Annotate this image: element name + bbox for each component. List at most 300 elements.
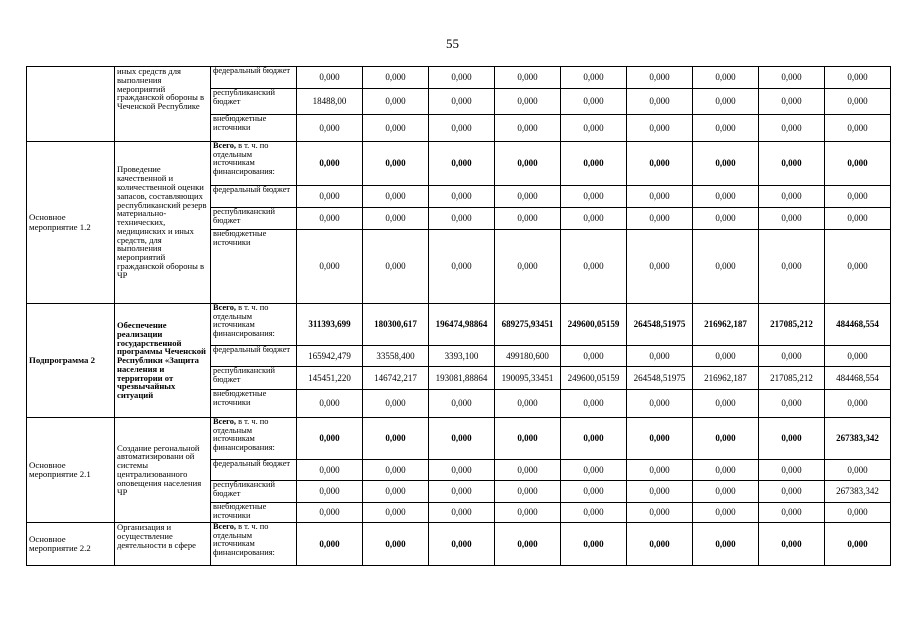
funding-source-republic <box>211 367 297 390</box>
funding-source-extra-text: внебюджетные источники <box>213 114 267 132</box>
value-cell-block0-extra-4-text: 0,000 <box>583 122 604 133</box>
value-cell-block2-extra-8-text: 0,000 <box>847 398 868 408</box>
funding-source-republic-text: республиканский бюджет <box>213 207 275 225</box>
value-cell-block1-total-5 <box>627 142 693 186</box>
value-cell-block1-republic-5 <box>627 208 693 230</box>
value-cell-block0-republic-6 <box>693 89 759 115</box>
value-cell-block4-total-7-text: 0,000 <box>781 538 802 549</box>
value-cell-block0-federal-6-text: 0,000 <box>715 72 736 82</box>
value-cell-block1-extra-0 <box>297 230 363 304</box>
value-cell-block1-federal-1 <box>363 186 429 208</box>
value-cell-block0-federal-5 <box>627 67 693 89</box>
value-cell-block0-federal-0 <box>297 67 363 89</box>
value-cell-block0-republic-7 <box>759 89 825 115</box>
value-cell-block1-extra-7 <box>759 230 825 304</box>
value-cell-block3-federal-7 <box>759 460 825 481</box>
value-cell-block4-total-1-text: 0,000 <box>385 538 406 549</box>
measure-name-block1-text: Проведение качественной и количественной оценки запасов, составляющих республиканский резерв материально-технических, медицинских и иных средств, для выполнения мероприятий гражданской обороны в ЧР <box>117 164 207 280</box>
measure-name-block1 <box>115 142 211 304</box>
value-cell-block1-federal-7 <box>759 186 825 208</box>
value-cell-block3-republic-3-text: 0,000 <box>517 486 538 496</box>
value-cell-block2-republic-8 <box>825 367 891 390</box>
value-cell-block3-extra-1 <box>363 503 429 523</box>
value-cell-block3-total-2 <box>429 418 495 460</box>
value-cell-block3-total-1-text: 0,000 <box>385 433 406 443</box>
value-cell-block1-republic-6 <box>693 208 759 230</box>
value-cell-block2-extra-0 <box>297 390 363 418</box>
row-label-block1-text: Основное мероприятие 1.2 <box>29 212 91 232</box>
value-cell-block1-republic-1 <box>363 208 429 230</box>
value-cell-block0-republic-1 <box>363 89 429 115</box>
value-cell-block1-extra-3 <box>495 230 561 304</box>
value-cell-block1-total-5-text: 0,000 <box>649 158 670 168</box>
value-cell-block0-federal-0-text: 0,000 <box>319 72 340 82</box>
value-cell-block2-federal-6 <box>693 346 759 367</box>
value-cell-block2-federal-6-text: 0,000 <box>715 350 736 361</box>
value-cell-block2-republic-1 <box>363 367 429 390</box>
value-cell-block3-total-0-text: 0,000 <box>319 433 340 443</box>
funding-source-total-rest: в т. ч. по отдельным источникам финансирования: <box>213 417 275 452</box>
value-cell-block0-republic-4 <box>561 89 627 115</box>
value-cell-block3-federal-7-text: 0,000 <box>781 464 802 475</box>
value-cell-block2-total-2-text: 196474,98864 <box>435 319 488 329</box>
value-cell-block2-total-3 <box>495 304 561 346</box>
value-cell-block3-federal-5-text: 0,000 <box>649 464 670 475</box>
page-number: 55 <box>446 36 459 51</box>
value-cell-block3-total-8 <box>825 418 891 460</box>
row-label-block3 <box>27 418 115 523</box>
value-cell-block2-total-1 <box>363 304 429 346</box>
value-cell-block3-total-7 <box>759 418 825 460</box>
measure-name-block0-text: иных средств для выполнения мероприятий гражданской обороны в Чеченской Республике <box>117 66 205 112</box>
value-cell-block3-republic-3 <box>495 481 561 503</box>
value-cell-block2-federal-8-text: 0,000 <box>847 350 868 361</box>
value-cell-block0-federal-6 <box>693 67 759 89</box>
value-cell-block0-republic-3-text: 0,000 <box>517 96 538 106</box>
value-cell-block4-total-4-text: 0,000 <box>583 538 604 549</box>
measure-name-block3 <box>115 418 211 523</box>
value-cell-block3-republic-1 <box>363 481 429 503</box>
value-cell-block2-republic-6-text: 216962,187 <box>704 372 747 383</box>
value-cell-block4-total-1 <box>363 523 429 566</box>
value-cell-block3-republic-6 <box>693 481 759 503</box>
value-cell-block1-extra-6-text: 0,000 <box>715 261 736 271</box>
value-cell-block2-total-4-text: 249600,05159 <box>567 319 620 329</box>
value-cell-block2-extra-0-text: 0,000 <box>319 398 340 408</box>
value-cell-block3-republic-7 <box>759 481 825 503</box>
value-cell-block1-republic-1-text: 0,000 <box>385 213 406 223</box>
value-cell-block3-extra-8 <box>825 503 891 523</box>
value-cell-block1-federal-4 <box>561 186 627 208</box>
funding-source-total <box>211 142 297 186</box>
value-cell-block2-extra-3-text: 0,000 <box>517 398 538 408</box>
value-cell-block0-extra-0 <box>297 115 363 142</box>
value-cell-block1-republic-7-text: 0,000 <box>781 213 802 223</box>
value-cell-block0-republic-0-text: 18488,00 <box>312 96 347 106</box>
value-cell-block1-republic-3-text: 0,000 <box>517 213 538 223</box>
value-cell-block0-federal-8-text: 0,000 <box>847 72 868 82</box>
value-cell-block1-extra-2-text: 0,000 <box>451 261 472 271</box>
value-cell-block0-extra-6 <box>693 115 759 142</box>
value-cell-block0-federal-2-text: 0,000 <box>451 72 472 82</box>
table-row-block1-total <box>27 142 891 186</box>
value-cell-block2-extra-5 <box>627 390 693 418</box>
value-cell-block1-total-1 <box>363 142 429 186</box>
row-label-block4-text: Основное мероприятие 2.2 <box>29 533 91 553</box>
value-cell-block3-extra-7-text: 0,000 <box>781 507 802 517</box>
value-cell-block4-total-8-text: 0,000 <box>847 538 868 549</box>
value-cell-block2-federal-4 <box>561 346 627 367</box>
value-cell-block1-total-2 <box>429 142 495 186</box>
value-cell-block0-extra-8 <box>825 115 891 142</box>
value-cell-block1-extra-5 <box>627 230 693 304</box>
value-cell-block0-federal-3-text: 0,000 <box>517 72 538 82</box>
value-cell-block1-republic-5-text: 0,000 <box>649 213 670 223</box>
value-cell-block3-republic-4 <box>561 481 627 503</box>
value-cell-block1-federal-3-text: 0,000 <box>517 191 538 201</box>
value-cell-block4-total-5-text: 0,000 <box>649 538 670 549</box>
value-cell-block2-republic-5 <box>627 367 693 390</box>
value-cell-block0-extra-3 <box>495 115 561 142</box>
funding-source-federal <box>211 186 297 208</box>
value-cell-block3-republic-8-text: 267383,342 <box>836 486 879 496</box>
value-cell-block2-republic-7-text: 217085,212 <box>770 372 813 383</box>
value-cell-block0-republic-2-text: 0,000 <box>451 96 472 106</box>
value-cell-block3-republic-1-text: 0,000 <box>385 486 406 496</box>
value-cell-block0-republic-1-text: 0,000 <box>385 96 406 106</box>
value-cell-block3-republic-0 <box>297 481 363 503</box>
value-cell-block2-federal-0-text: 165942,479 <box>308 350 351 361</box>
funding-source-total-rest: в т. ч. по отдельным источникам финансирования: <box>213 141 275 176</box>
value-cell-block2-federal-2 <box>429 346 495 367</box>
value-cell-block1-extra-4 <box>561 230 627 304</box>
value-cell-block3-extra-6 <box>693 503 759 523</box>
value-cell-block1-federal-5-text: 0,000 <box>649 191 670 201</box>
value-cell-block1-total-8 <box>825 142 891 186</box>
value-cell-block1-federal-0-text: 0,000 <box>319 191 340 201</box>
value-cell-block0-federal-3 <box>495 67 561 89</box>
value-cell-block1-extra-3-text: 0,000 <box>517 261 538 271</box>
value-cell-block0-republic-2 <box>429 89 495 115</box>
value-cell-block1-federal-1-text: 0,000 <box>385 191 406 201</box>
value-cell-block0-extra-3-text: 0,000 <box>517 122 538 133</box>
funding-source-extra-text: внебюджетные источники <box>213 229 267 247</box>
funding-source-total-bold: Всего, <box>213 522 236 531</box>
value-cell-block1-extra-0-text: 0,000 <box>319 261 340 271</box>
value-cell-block4-total-7 <box>759 523 825 566</box>
value-cell-block3-federal-2-text: 0,000 <box>451 464 472 475</box>
value-cell-block3-federal-3-text: 0,000 <box>517 464 538 475</box>
funding-source-extra <box>211 390 297 418</box>
value-cell-block1-federal-5 <box>627 186 693 208</box>
value-cell-block1-federal-6-text: 0,000 <box>715 191 736 201</box>
value-cell-block0-republic-7-text: 0,000 <box>781 96 802 106</box>
value-cell-block2-total-7-text: 217085,212 <box>770 319 813 329</box>
value-cell-block2-extra-4-text: 0,000 <box>583 398 604 408</box>
value-cell-block2-extra-8 <box>825 390 891 418</box>
value-cell-block0-extra-7 <box>759 115 825 142</box>
funding-source-republic <box>211 89 297 115</box>
value-cell-block0-extra-5-text: 0,000 <box>649 122 670 133</box>
value-cell-block2-total-0-text: 311393,699 <box>308 319 351 329</box>
value-cell-block3-republic-8 <box>825 481 891 503</box>
value-cell-block3-federal-8-text: 0,000 <box>847 464 868 475</box>
funding-source-extra <box>211 503 297 523</box>
value-cell-block3-extra-0 <box>297 503 363 523</box>
value-cell-block3-republic-5 <box>627 481 693 503</box>
budget-table <box>26 66 891 566</box>
value-cell-block1-federal-8-text: 0,000 <box>847 191 868 201</box>
value-cell-block2-total-4 <box>561 304 627 346</box>
value-cell-block2-republic-6 <box>693 367 759 390</box>
row-label-block4 <box>27 523 115 566</box>
value-cell-block4-total-3 <box>495 523 561 566</box>
funding-source-extra-text: внебюджетные источники <box>213 389 267 407</box>
value-cell-block3-total-7-text: 0,000 <box>781 433 802 443</box>
value-cell-block3-extra-4-text: 0,000 <box>583 507 604 517</box>
value-cell-block0-extra-5 <box>627 115 693 142</box>
value-cell-block3-republic-2 <box>429 481 495 503</box>
value-cell-block0-republic-5-text: 0,000 <box>649 96 670 106</box>
value-cell-block3-extra-5 <box>627 503 693 523</box>
value-cell-block1-republic-2-text: 0,000 <box>451 213 472 223</box>
value-cell-block3-federal-0 <box>297 460 363 481</box>
value-cell-block2-republic-8-text: 484468,554 <box>836 372 879 383</box>
value-cell-block2-total-3-text: 689275,93451 <box>501 319 554 329</box>
value-cell-block1-total-7-text: 0,000 <box>781 158 802 168</box>
value-cell-block1-extra-1-text: 0,000 <box>385 261 406 271</box>
value-cell-block2-extra-6 <box>693 390 759 418</box>
value-cell-block1-extra-4-text: 0,000 <box>583 261 604 271</box>
value-cell-block2-extra-1-text: 0,000 <box>385 398 406 408</box>
value-cell-block3-federal-8 <box>825 460 891 481</box>
value-cell-block1-federal-8 <box>825 186 891 208</box>
table-row-block4-total <box>27 523 891 566</box>
value-cell-block3-total-6 <box>693 418 759 460</box>
value-cell-block1-republic-0 <box>297 208 363 230</box>
value-cell-block0-extra-7-text: 0,000 <box>781 122 802 133</box>
value-cell-block1-federal-2 <box>429 186 495 208</box>
value-cell-block4-total-8 <box>825 523 891 566</box>
value-cell-block3-federal-4 <box>561 460 627 481</box>
value-cell-block0-extra-4 <box>561 115 627 142</box>
value-cell-block4-total-2 <box>429 523 495 566</box>
value-cell-block3-total-4-text: 0,000 <box>583 433 604 443</box>
value-cell-block1-extra-7-text: 0,000 <box>781 261 802 271</box>
value-cell-block4-total-4 <box>561 523 627 566</box>
value-cell-block1-republic-8-text: 0,000 <box>847 213 868 223</box>
value-cell-block1-total-0-text: 0,000 <box>319 158 340 168</box>
funding-source-total-bold: Всего, <box>213 417 236 426</box>
value-cell-block0-republic-6-text: 0,000 <box>715 96 736 106</box>
funding-source-total-bold: Всего, <box>213 141 236 150</box>
value-cell-block0-federal-4 <box>561 67 627 89</box>
value-cell-block0-federal-2 <box>429 67 495 89</box>
funding-source-total-rest: в т. ч. по отдельным источникам финансирования: <box>213 522 275 557</box>
value-cell-block2-federal-3-text: 499180,600 <box>506 350 549 361</box>
value-cell-block0-extra-0-text: 0,000 <box>319 122 340 133</box>
funding-source-federal-text: федеральный бюджет <box>213 66 291 75</box>
value-cell-block0-federal-8 <box>825 67 891 89</box>
funding-source-extra-text: внебюджетные источники <box>213 502 267 520</box>
value-cell-block3-federal-1 <box>363 460 429 481</box>
table-body <box>27 67 891 566</box>
value-cell-block0-republic-0 <box>297 89 363 115</box>
value-cell-block2-republic-5-text: 264548,51975 <box>633 372 686 383</box>
value-cell-block2-extra-5-text: 0,000 <box>649 398 670 408</box>
funding-source-total-bold: Всего, <box>213 303 236 312</box>
value-cell-block3-extra-5-text: 0,000 <box>649 507 670 517</box>
value-cell-block2-republic-3-text: 190095,33451 <box>501 372 554 383</box>
value-cell-block1-total-3-text: 0,000 <box>517 158 538 168</box>
value-cell-block4-total-6 <box>693 523 759 566</box>
value-cell-block2-total-5-text: 264548,51975 <box>633 319 686 329</box>
value-cell-block3-federal-1-text: 0,000 <box>385 464 406 475</box>
value-cell-block0-federal-1 <box>363 67 429 89</box>
value-cell-block2-federal-1 <box>363 346 429 367</box>
value-cell-block4-total-3-text: 0,000 <box>517 538 538 549</box>
value-cell-block0-federal-7 <box>759 67 825 89</box>
value-cell-block1-republic-3 <box>495 208 561 230</box>
value-cell-block2-total-2 <box>429 304 495 346</box>
value-cell-block2-federal-8 <box>825 346 891 367</box>
value-cell-block3-republic-4-text: 0,000 <box>583 486 604 496</box>
value-cell-block1-total-1-text: 0,000 <box>385 158 406 168</box>
value-cell-block3-extra-1-text: 0,000 <box>385 507 406 517</box>
value-cell-block2-federal-4-text: 0,000 <box>583 350 604 361</box>
value-cell-block4-total-2-text: 0,000 <box>451 538 472 549</box>
value-cell-block1-total-6 <box>693 142 759 186</box>
value-cell-block1-federal-7-text: 0,000 <box>781 191 802 201</box>
value-cell-block1-republic-6-text: 0,000 <box>715 213 736 223</box>
value-cell-block2-federal-5-text: 0,000 <box>649 350 670 361</box>
value-cell-block1-total-6-text: 0,000 <box>715 158 736 168</box>
value-cell-block2-republic-4 <box>561 367 627 390</box>
value-cell-block0-extra-2 <box>429 115 495 142</box>
value-cell-block4-total-0 <box>297 523 363 566</box>
measure-name-block3-text: Создание регональной автоматизировани ой системы централизованного оповещения населения ЧР <box>117 442 202 497</box>
value-cell-block0-extra-8-text: 0,000 <box>847 122 868 133</box>
value-cell-block3-extra-3 <box>495 503 561 523</box>
value-cell-block0-republic-3 <box>495 89 561 115</box>
value-cell-block3-total-8-text: 267383,342 <box>836 433 879 443</box>
value-cell-block3-extra-0-text: 0,000 <box>319 507 340 517</box>
value-cell-block0-extra-1 <box>363 115 429 142</box>
table-row-block2-total <box>27 304 891 346</box>
funding-source-federal-text: федеральный бюджет <box>213 345 291 354</box>
value-cell-block1-federal-4-text: 0,000 <box>583 191 604 201</box>
row-label-block2 <box>27 304 115 418</box>
value-cell-block2-extra-3 <box>495 390 561 418</box>
value-cell-block3-federal-6 <box>693 460 759 481</box>
value-cell-block0-federal-1-text: 0,000 <box>385 72 406 82</box>
funding-source-total <box>211 523 297 566</box>
value-cell-block3-republic-5-text: 0,000 <box>649 486 670 496</box>
measure-name-block2 <box>115 304 211 418</box>
value-cell-block2-total-8 <box>825 304 891 346</box>
value-cell-block4-total-0-text: 0,000 <box>319 538 340 549</box>
value-cell-block0-extra-1-text: 0,000 <box>385 122 406 133</box>
value-cell-block3-republic-0-text: 0,000 <box>319 486 340 496</box>
value-cell-block2-republic-2-text: 193081,88864 <box>435 372 488 383</box>
value-cell-block2-federal-5 <box>627 346 693 367</box>
value-cell-block3-total-5-text: 0,000 <box>649 433 670 443</box>
value-cell-block0-extra-6-text: 0,000 <box>715 122 736 133</box>
value-cell-block2-republic-7 <box>759 367 825 390</box>
value-cell-block1-total-2-text: 0,000 <box>451 158 472 168</box>
funding-source-federal <box>211 460 297 481</box>
value-cell-block0-republic-8 <box>825 89 891 115</box>
value-cell-block3-extra-2 <box>429 503 495 523</box>
value-cell-block3-federal-4-text: 0,000 <box>583 464 604 475</box>
value-cell-block3-federal-2 <box>429 460 495 481</box>
value-cell-block2-extra-2-text: 0,000 <box>451 398 472 408</box>
row-label-block1 <box>27 142 115 304</box>
value-cell-block3-extra-4 <box>561 503 627 523</box>
funding-source-republic-text: республиканский бюджет <box>213 480 275 498</box>
value-cell-block3-total-3-text: 0,000 <box>517 433 538 443</box>
value-cell-block1-total-3 <box>495 142 561 186</box>
value-cell-block1-extra-1 <box>363 230 429 304</box>
value-cell-block1-republic-7 <box>759 208 825 230</box>
value-cell-block1-extra-8-text: 0,000 <box>847 261 868 271</box>
value-cell-block1-total-0 <box>297 142 363 186</box>
value-cell-block2-federal-1-text: 33558,400 <box>376 350 415 361</box>
value-cell-block2-federal-2-text: 3393,100 <box>444 350 479 361</box>
value-cell-block1-extra-2 <box>429 230 495 304</box>
table-row-block0-federal <box>27 67 891 89</box>
row-label-block3-text: Основное мероприятие 2.1 <box>29 459 91 479</box>
funding-source-federal <box>211 346 297 367</box>
funding-source-extra <box>211 230 297 304</box>
value-cell-block2-republic-2 <box>429 367 495 390</box>
value-cell-block3-total-3 <box>495 418 561 460</box>
value-cell-block0-federal-4-text: 0,000 <box>583 72 604 82</box>
value-cell-block0-federal-5-text: 0,000 <box>649 72 670 82</box>
value-cell-block0-republic-4-text: 0,000 <box>583 96 604 106</box>
value-cell-block2-republic-1-text: 146742,217 <box>374 372 417 383</box>
funding-source-total <box>211 304 297 346</box>
measure-name-block0 <box>115 67 211 142</box>
value-cell-block3-republic-7-text: 0,000 <box>781 486 802 496</box>
row-label-block0 <box>27 67 115 142</box>
value-cell-block0-republic-5 <box>627 89 693 115</box>
value-cell-block1-federal-0 <box>297 186 363 208</box>
value-cell-block2-total-7 <box>759 304 825 346</box>
value-cell-block1-republic-0-text: 0,000 <box>319 213 340 223</box>
value-cell-block2-extra-7-text: 0,000 <box>781 398 802 408</box>
value-cell-block3-federal-6-text: 0,000 <box>715 464 736 475</box>
value-cell-block2-total-0 <box>297 304 363 346</box>
value-cell-block3-total-6-text: 0,000 <box>715 433 736 443</box>
value-cell-block1-federal-6 <box>693 186 759 208</box>
value-cell-block1-federal-3 <box>495 186 561 208</box>
funding-source-federal-text: федеральный бюджет <box>213 459 291 468</box>
funding-source-republic <box>211 208 297 230</box>
value-cell-block3-total-1 <box>363 418 429 460</box>
value-cell-block1-total-4 <box>561 142 627 186</box>
value-cell-block2-federal-7 <box>759 346 825 367</box>
measure-name-block2-text: Обеспечение реализации государственной программы Чеченской Республики «Защита населения и территории от чрезвычайных ситуаций <box>117 319 206 401</box>
value-cell-block2-extra-7 <box>759 390 825 418</box>
value-cell-block3-federal-3 <box>495 460 561 481</box>
value-cell-block1-republic-2 <box>429 208 495 230</box>
value-cell-block2-total-8-text: 484468,554 <box>836 319 879 329</box>
value-cell-block4-total-5 <box>627 523 693 566</box>
value-cell-block2-republic-4-text: 249600,05159 <box>567 372 620 383</box>
value-cell-block2-federal-7-text: 0,000 <box>781 350 802 361</box>
funding-source-republic <box>211 481 297 503</box>
